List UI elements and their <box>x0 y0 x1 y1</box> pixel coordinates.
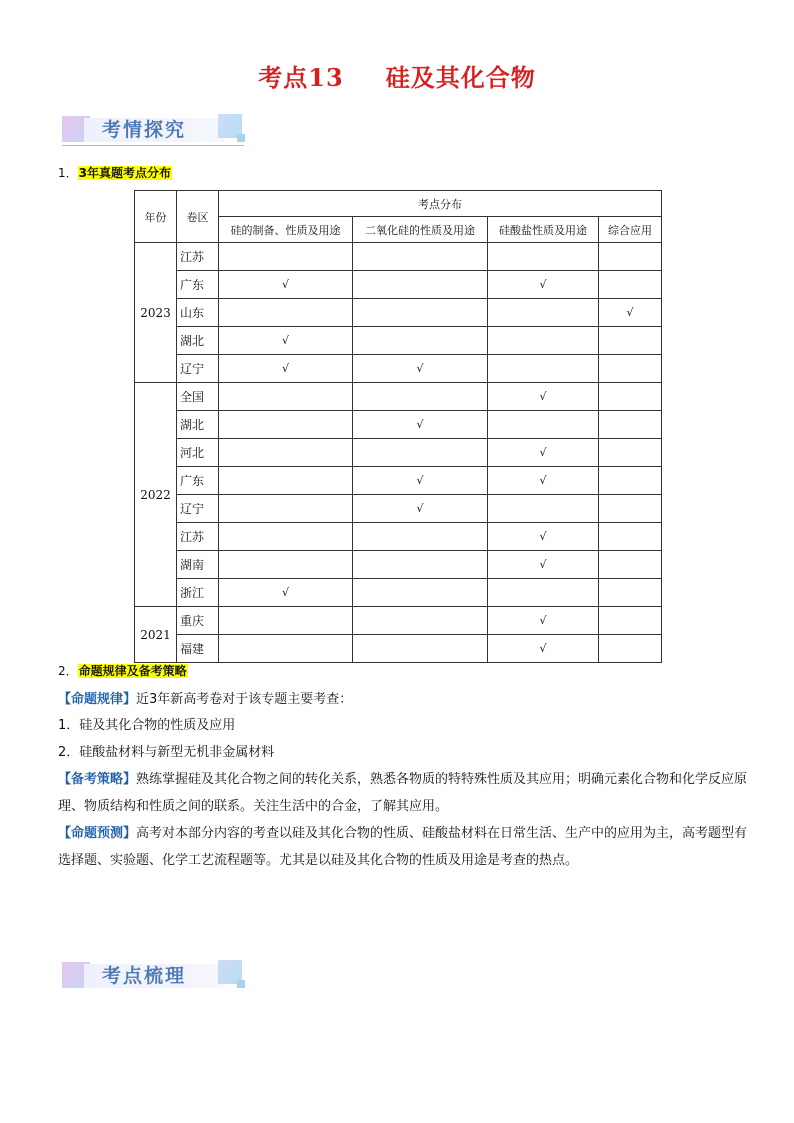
subheader-cell: 硅酸盐性质及用途 <box>488 217 599 243</box>
check-cell <box>599 355 662 383</box>
check-cell <box>488 243 599 271</box>
section-banner-key-points <box>62 958 252 998</box>
section-label: 命题规律及备考策略 <box>78 664 187 678</box>
check-cell <box>599 439 662 467</box>
check-cell <box>488 495 599 523</box>
region-cell: 江苏 <box>177 523 219 551</box>
rule-paragraph <box>58 686 748 713</box>
strategy-text: 熟练掌握硅及其化合物之间的转化关系，熟悉各物质的特特殊性质及其应用；明确元素化合物和化学反应原理、物质结构和性质之间的联系。关注生活中的合金，了解其应用。 <box>58 772 748 814</box>
check-cell <box>599 551 662 579</box>
section-heading-distribution <box>58 165 172 181</box>
check-cell <box>599 607 662 635</box>
header-region: 卷区 <box>177 191 219 243</box>
banner-underline <box>62 145 244 146</box>
table-row <box>135 635 662 663</box>
year-cell: 2021 <box>135 607 177 663</box>
check-mark: √ <box>539 642 547 655</box>
check-cell <box>488 383 599 411</box>
check-cell <box>488 635 599 663</box>
check-cell <box>219 523 353 551</box>
check-cell <box>488 523 599 551</box>
table-row <box>135 607 662 635</box>
forecast-text: 高考对本部分内容的考查以硅及其化合物的性质、硅酸盐材料在日常生活、生产中的应用为主，高考题型有选择题、实验题、化学工艺流程题等。尤其是以硅及其化合物的性质及用途是考查的热点。 <box>58 826 748 868</box>
check-cell <box>353 243 488 271</box>
rule-tag: 【命题规律】 <box>58 692 137 707</box>
region-cell: 河北 <box>177 439 219 467</box>
check-cell <box>219 383 353 411</box>
region-cell: 山东 <box>177 299 219 327</box>
list-item: 1．硅及其化合物的性质及应用 <box>58 718 236 733</box>
subheader-cell: 综合应用 <box>599 217 662 243</box>
list-item: 2．硅酸盐材料与新型无机非金属材料 <box>58 745 275 760</box>
region-cell: 全国 <box>177 383 219 411</box>
check-cell <box>599 411 662 439</box>
check-cell <box>353 607 488 635</box>
check-cell <box>353 551 488 579</box>
table-row <box>135 411 662 439</box>
check-cell <box>488 439 599 467</box>
check-cell <box>353 383 488 411</box>
check-mark: √ <box>281 334 289 347</box>
check-mark: √ <box>539 390 547 403</box>
table-header-row <box>135 191 662 217</box>
check-mark: √ <box>539 278 547 291</box>
check-mark: √ <box>539 446 547 459</box>
rule-text: 近3年新高考卷对于该专题主要考查： <box>136 692 353 707</box>
check-cell <box>488 299 599 327</box>
section-number: 1． <box>58 166 78 180</box>
table-row <box>135 579 662 607</box>
section-label: 3年真题考点分布 <box>78 166 171 180</box>
check-cell <box>599 299 662 327</box>
check-cell <box>488 327 599 355</box>
page-title <box>0 58 794 93</box>
check-mark: √ <box>539 614 547 627</box>
check-cell <box>353 327 488 355</box>
check-cell <box>219 551 353 579</box>
region-cell: 广东 <box>177 467 219 495</box>
table-row <box>135 327 662 355</box>
check-cell <box>219 327 353 355</box>
check-cell <box>219 635 353 663</box>
check-cell <box>599 243 662 271</box>
year-cell: 2023 <box>135 243 177 383</box>
check-cell <box>219 411 353 439</box>
check-mark: √ <box>626 306 634 319</box>
check-cell <box>353 523 488 551</box>
check-cell <box>488 579 599 607</box>
check-cell <box>219 299 353 327</box>
banner-decoration-dot <box>237 134 245 142</box>
check-cell <box>219 495 353 523</box>
table-row <box>135 467 662 495</box>
region-cell: 辽宁 <box>177 495 219 523</box>
forecast-paragraph <box>58 820 748 874</box>
check-cell <box>353 495 488 523</box>
title-topic-number: 考点13 <box>258 63 344 92</box>
banner-title: 考情探究 <box>102 119 187 141</box>
banner-decoration-dot <box>237 980 245 988</box>
check-cell <box>219 271 353 299</box>
table-row <box>135 439 662 467</box>
check-cell <box>353 355 488 383</box>
header-year: 年份 <box>135 191 177 243</box>
table-row <box>135 495 662 523</box>
check-cell <box>353 439 488 467</box>
table-row <box>135 243 662 271</box>
check-cell <box>219 579 353 607</box>
region-cell: 重庆 <box>177 607 219 635</box>
check-mark: √ <box>416 474 424 487</box>
region-cell: 浙江 <box>177 579 219 607</box>
region-cell: 辽宁 <box>177 355 219 383</box>
check-mark: √ <box>416 502 424 515</box>
table-row <box>135 355 662 383</box>
check-cell <box>353 635 488 663</box>
banner-title: 考点梳理 <box>102 965 187 987</box>
check-cell <box>353 579 488 607</box>
exam-distribution-table <box>134 190 662 663</box>
subheader-cell: 硅的制备、性质及用途 <box>219 217 353 243</box>
title-topic-name: 硅及其化合物 <box>385 63 536 92</box>
table-row <box>135 523 662 551</box>
check-cell <box>219 439 353 467</box>
check-mark: √ <box>539 558 547 571</box>
region-cell: 江苏 <box>177 243 219 271</box>
table-row <box>135 383 662 411</box>
check-cell <box>219 355 353 383</box>
check-cell <box>219 607 353 635</box>
check-cell <box>488 607 599 635</box>
check-mark: √ <box>539 474 547 487</box>
check-cell <box>599 579 662 607</box>
check-cell <box>599 523 662 551</box>
subheader-cell: 二氧化硅的性质及用途 <box>353 217 488 243</box>
strategy-paragraph <box>58 766 748 820</box>
year-cell: 2022 <box>135 383 177 607</box>
check-cell <box>488 271 599 299</box>
check-cell <box>599 495 662 523</box>
check-cell <box>488 411 599 439</box>
check-cell <box>599 467 662 495</box>
strategy-tag: 【备考策略】 <box>58 772 137 787</box>
check-mark: √ <box>539 530 547 543</box>
check-cell <box>353 411 488 439</box>
region-cell: 湖北 <box>177 411 219 439</box>
table-row <box>135 271 662 299</box>
region-cell: 广东 <box>177 271 219 299</box>
region-cell: 湖南 <box>177 551 219 579</box>
forecast-tag: 【命题预测】 <box>58 826 137 841</box>
check-mark: √ <box>281 278 289 291</box>
check-mark: √ <box>416 362 424 375</box>
check-mark: √ <box>281 586 289 599</box>
check-cell <box>599 383 662 411</box>
section-heading-strategy <box>58 663 188 679</box>
check-cell <box>219 243 353 271</box>
check-mark: √ <box>416 418 424 431</box>
check-cell <box>353 467 488 495</box>
header-distribution: 考点分布 <box>219 191 662 217</box>
check-cell <box>599 271 662 299</box>
check-cell <box>599 635 662 663</box>
check-cell <box>219 467 353 495</box>
section-banner-exam-analysis <box>62 112 252 152</box>
check-cell <box>599 327 662 355</box>
check-cell <box>353 271 488 299</box>
region-cell: 福建 <box>177 635 219 663</box>
region-cell: 湖北 <box>177 327 219 355</box>
check-cell <box>488 467 599 495</box>
check-cell <box>488 355 599 383</box>
table-row <box>135 551 662 579</box>
check-cell <box>488 551 599 579</box>
section-number: 2． <box>58 664 78 678</box>
check-mark: √ <box>281 362 289 375</box>
table-row <box>135 299 662 327</box>
check-cell <box>353 299 488 327</box>
